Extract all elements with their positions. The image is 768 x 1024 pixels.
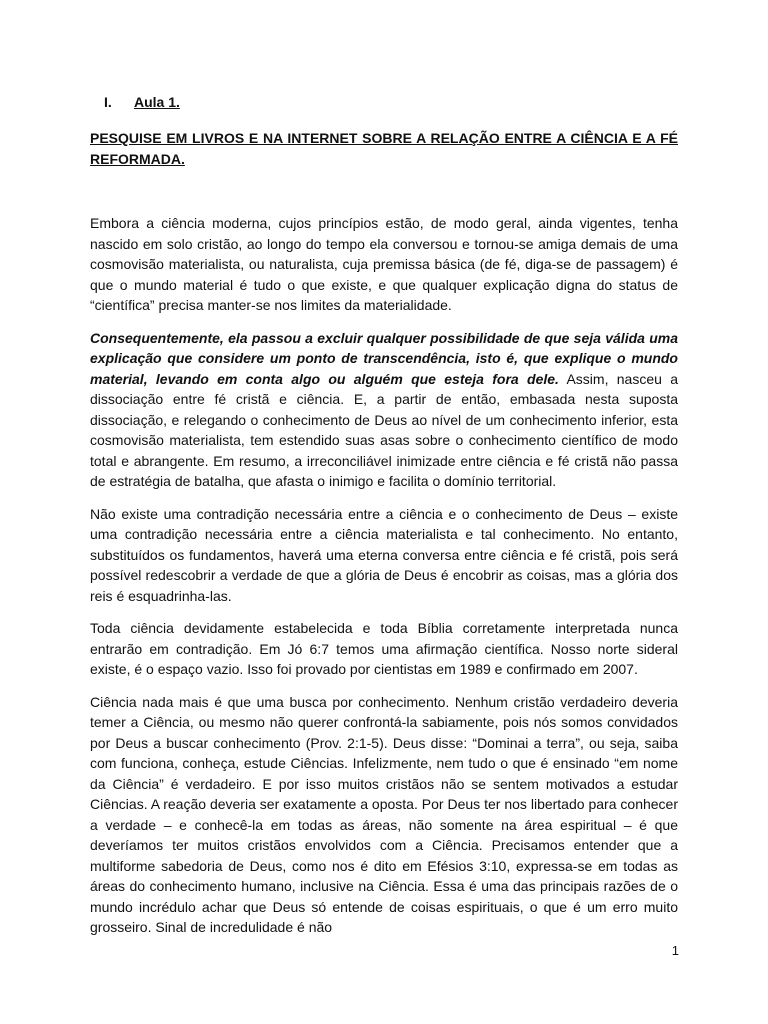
paragraph-5-text: Ciência nada mais é que uma busca por conhecimento. Nenhum cristão verdadeiro deveria temer a Ciência, ou mesmo não querer confrontá-la sabiamente, pois nós somos convidados por Deus a buscar conhecimento (Prov. 2:1-5). Deus disse: “Dominai a terra”, ou seja, saiba com funciona, conheça, estude Ciências. Infelizmente, nem tudo o que é ensinado “em nome da Ciência” é verdadeiro. E por isso muitos cristãos não se sentem motivados a estudar Ciências. A reação deveria ser exatamente a oposta. Por Deus ter nos libertado para conhecer a verdade – e conhecê-la em todas as áreas, não somente na área espiritual – é que deveríamos ter muitos cristãos envolvidos com a Ciência. Precisamos entender que a multiforme sabedoria de Deus, como nos é dito em Efésios 3:10, expressa-se em todas as áreas do conhecimento humano, inclusive na Ciência. Essa é uma das principais razões de o mundo incrédulo achar que Deus só entende de coisas espirituais, o que é um erro muito grosseiro. Sinal de incredulidade é não [90,693,678,935]
paragraph-4-text: Toda ciência devidamente estabelecida e toda Bíblia corretamente interpretada nunca entrarão em contradição. Em Jó 6:7 temos uma afirmação científica. Nosso norte sideral existe, é o espaço vazio. Isso foi provado por cientistas em 1989 e confirmado em 2007. [90,620,678,677]
paragraph-5 [90,692,678,938]
section-heading [90,92,678,112]
heading-title: Aula 1. [134,94,180,110]
paragraph-4 [90,618,678,680]
assignment-subtitle: PESQUISE EM LIVROS E NA INTERNET SOBRE A RELAÇÃO ENTRE A CIÊNCIA E A FÉ REFORMADA. [90,130,678,167]
paragraph-1-text: Embora a ciência moderna, cujos princípios estão, de modo geral, ainda vigentes, tenha nascido em solo cristão, ao longo do tempo ela conversou e tornou-se amiga demais de uma cosmovisão materialista, ou naturalista, cuja premissa básica (de fé, diga-se de passagem) é que o mundo material é tudo o que existe, e que qualquer explicação digna do status de “científica” precisa manter-se nos limites da materialidade. [90,215,678,313]
heading-number: I. [104,94,112,110]
paragraph-2-text: Assim, nasceu a dissociação entre fé cristã e ciência. E, a partir de então, embasada nesta suposta dissociação, e relegando o conhecimento de Deus ao nível de um conhecimento inferior, esta cosmovisão materialista, tem estendido suas asas sobre o conhecimento científico de modo total e abrangente. Em resumo, a irreconciliável inimizade entre ciência e fé cristã não passa de estratégia de batalha, que afasta o inimigo e facilita o domínio territorial. [90,370,679,489]
paragraph-1 [90,213,678,316]
page-content [90,92,678,950]
paragraph-2 [90,328,678,492]
paragraph-2-emphasis: Consequentemente, ela passou a excluir qualquer possibilidade de que seja válida uma explicação que considere um ponto de transcendência, isto é, que explique o mundo material, levando em conta algo ou alguém que esteja fora dele. [90,329,678,387]
paragraph-3-text: Não existe uma contradição necessária entre a ciência e o conhecimento de Deus – existe uma contradição necessária entre a ciência materialista e tal conhecimento. No entanto, substituídos os fundamentos, haverá uma eterna conversa entre ciência e fé cristã, pois será possível redescobrir a verdade de que a glória de Deus é encobrir as coisas, mas a glória dos reis é esquadrinha-las. [90,505,678,604]
page-number: 1 [671,943,679,958]
paragraph-3 [90,504,678,607]
